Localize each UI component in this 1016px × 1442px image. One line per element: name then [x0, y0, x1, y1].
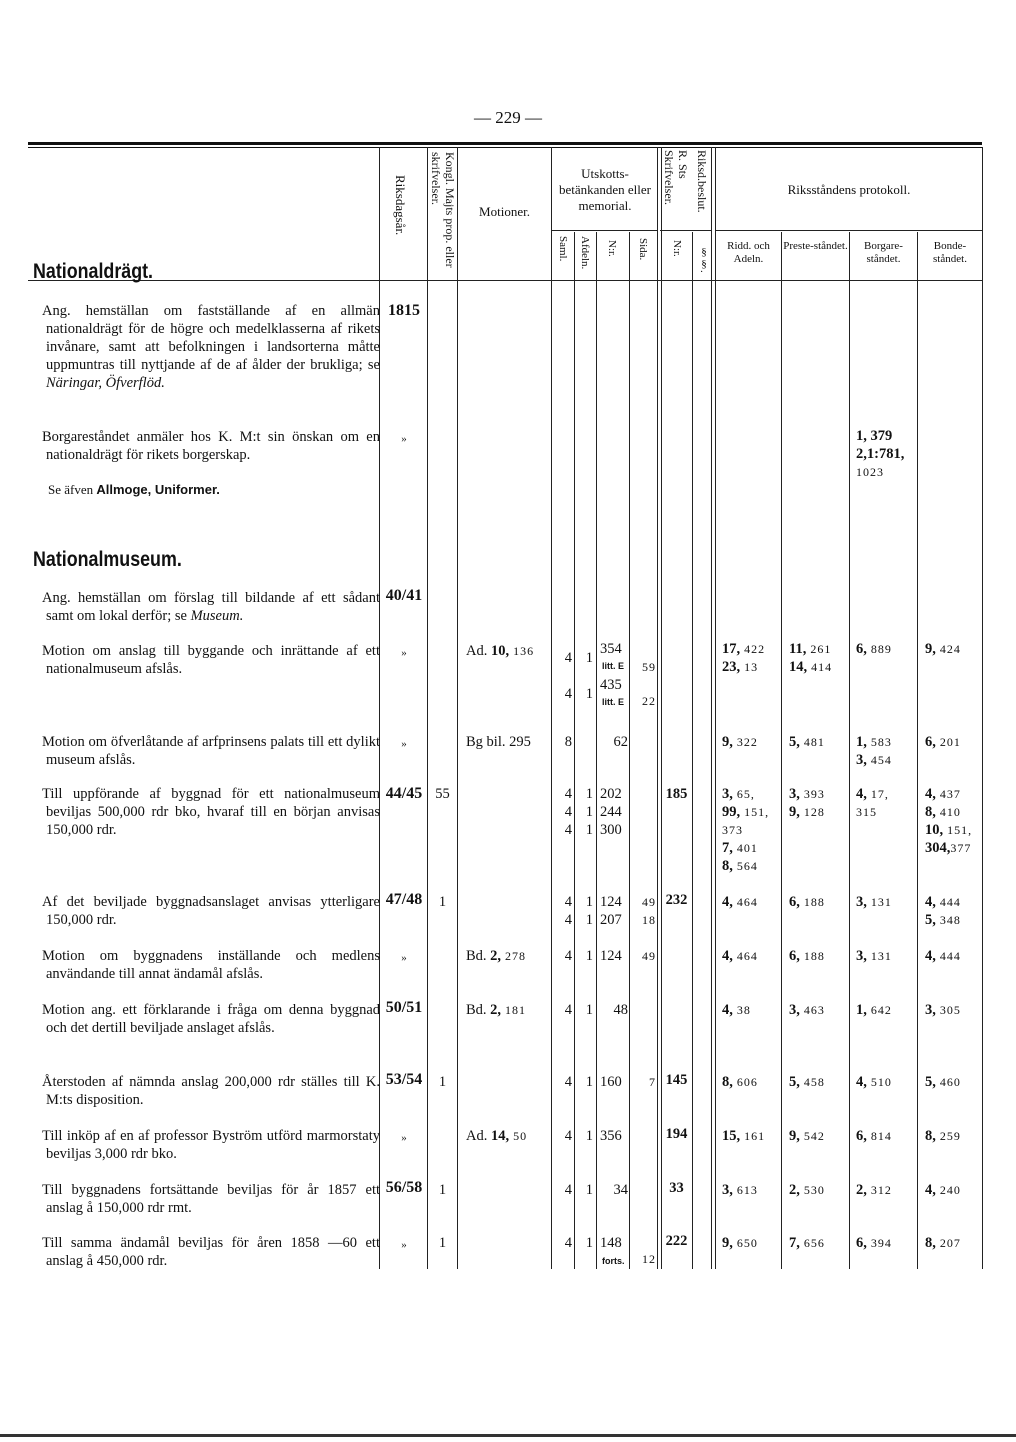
rsts-cell: 33	[669, 1180, 684, 1196]
entry-text: Till uppförande af byggnad för ett nationalmuseum beviljas 500,000 rdr bko, hvaraf till en början anvisas 150,000 rdr.	[42, 786, 380, 838]
borgare-cell: 3, 131	[856, 948, 892, 964]
section-title-nationaldragt: Nationaldrägt.	[33, 260, 154, 283]
rsts-cell: 185	[665, 786, 688, 802]
rsts-subheader-rule	[660, 230, 712, 231]
section-title-nationalmuseum: Nationalmuseum.	[33, 548, 182, 571]
nr-sub-cell: forts.	[602, 1256, 625, 1266]
nr-cell: 160	[600, 1074, 622, 1090]
nr-cell: 202 244 300	[600, 786, 622, 838]
bonde-cell: 3, 305	[925, 1002, 961, 1018]
bonde-cell: 6, 201	[925, 734, 961, 750]
col-rule	[982, 147, 983, 1269]
saml-cell: 4	[564, 948, 572, 964]
entry-text: Till inköp af en af professor Byström utförd marmorstaty beviljas 3,000 rdr bko.	[42, 1128, 380, 1162]
nr-cell: 34	[613, 1182, 628, 1198]
kongl-cell: 55	[435, 786, 450, 802]
sida-cell: 59	[642, 660, 656, 674]
ridd-cell: 9, 322	[722, 734, 758, 750]
entry-text: Motion om byggnadens inställande och medlens användande till annat ändamål afslås.	[42, 948, 380, 982]
preste-cell: 7, 656	[789, 1235, 825, 1251]
header-afdeln: Afdeln.	[579, 236, 591, 270]
header-ss: §§.	[698, 246, 710, 273]
riksdagsar-cell: »	[401, 952, 407, 964]
afd-cell: 1	[585, 1235, 593, 1251]
header-preste: Preste-ståndet.	[783, 240, 848, 252]
borgare-cell: 2, 312	[856, 1182, 892, 1198]
sida-cell: 49 18	[642, 895, 656, 927]
riksdagsar-cell: 44/45	[385, 785, 423, 802]
bonde-cell: 8, 207	[925, 1235, 961, 1251]
col-rule	[574, 232, 575, 1269]
entry-text-ref: Näringar, Öfverflöd.	[46, 375, 165, 391]
motion-cell: Bg bil. 295	[466, 734, 531, 750]
header-bonde: Bonde-ståndet.	[933, 240, 967, 265]
borgare-cell: 6, 394	[856, 1235, 892, 1251]
nr-sub-cell: litt. E	[602, 697, 624, 707]
nr-cell: 48	[613, 1002, 628, 1018]
entry-text	[42, 589, 380, 625]
bonde-cell: 5, 460	[925, 1074, 961, 1090]
preste-cell: 9, 542	[789, 1128, 825, 1144]
ridd-cell: 4, 464	[722, 948, 758, 964]
afd-cell: 1	[585, 948, 593, 964]
saml-cell: 4	[564, 1074, 572, 1090]
ridd-cell: 3, 65, 99, 151, 373 7, 401 8, 564	[722, 786, 770, 874]
bonde-cell: 8, 259	[925, 1128, 961, 1144]
nr-cell: 354	[600, 641, 622, 657]
bonde-cell: 4, 444 5, 348	[925, 894, 961, 928]
motion-cell: Ad. 10, 136	[466, 643, 535, 659]
utskotts-subheader-rule	[552, 230, 658, 231]
header-borgare: Borgare-ståndet.	[864, 240, 903, 265]
top-rule-thin	[28, 147, 982, 148]
nr-sub-cell: litt. E	[602, 661, 624, 671]
nr-cell: 148	[600, 1235, 622, 1251]
entry-text-main: Ang. hemställan om fastställande af en allmän nationaldrägt för de högre och medelklasserna af rikets invånare, samt att befolkningen i landsorterna måtte uppmuntras till nyttjande af de af ålder der brukliga; se	[42, 303, 380, 373]
riksdagsar-cell: »	[401, 1239, 407, 1251]
borgare-cell: 4, 17, 315	[856, 786, 889, 819]
see-also	[48, 482, 220, 498]
afd-cell: 1	[585, 1074, 593, 1090]
ridd-cell: 4, 464	[722, 894, 758, 910]
entry-text	[42, 302, 380, 392]
nr-cell: 356	[600, 1128, 622, 1144]
afd-cell: 1 1 1	[585, 786, 593, 838]
afd-cell: 1	[585, 1002, 593, 1018]
col-rule-double	[657, 147, 662, 1269]
borgare-cell: 6, 889	[856, 641, 892, 657]
header-sida: Sida.	[637, 238, 649, 261]
header-utskotts: Utskotts-betänkanden eller memorial.	[558, 166, 652, 213]
riksdagsar-cell: 50/51	[385, 999, 423, 1016]
afd-cell: 1	[585, 1182, 593, 1198]
header-rsts: R. Sts Skrifvelser.	[662, 150, 690, 205]
saml-cell: 4	[564, 1182, 572, 1198]
scan-edge	[0, 1434, 1016, 1437]
sida-cell: 12	[642, 1252, 656, 1266]
ridd-cell: 3, 613	[722, 1182, 758, 1198]
preste-cell: 3, 463	[789, 1002, 825, 1018]
riksdagsar-cell: 53/54	[385, 1071, 423, 1088]
riksdagsar-cell: »	[401, 433, 407, 445]
header-nr: N:r.	[606, 240, 618, 257]
preste-cell: 6, 188	[789, 894, 825, 910]
saml-cell: 4 4	[564, 650, 572, 702]
col-rule	[917, 232, 918, 1269]
ridd-cell: 9, 650	[722, 1235, 758, 1251]
preste-cell: 6, 188	[789, 948, 825, 964]
header-saml: Saml.	[557, 236, 569, 262]
kongl-cell: 1	[438, 1182, 447, 1198]
motion-cell: Bd. 2, 278	[466, 948, 527, 964]
rsts-cell: 194	[665, 1126, 688, 1142]
entry-text: Motion ang. ett förklarande i fråga om denna byggnad och det dertill beviljade anslaget afslås.	[42, 1002, 380, 1036]
saml-cell: 4	[564, 1002, 572, 1018]
entry-text: Motion om öfverlåtande af arfprinsens palats till ett dylikt museum afslås.	[42, 734, 380, 768]
entry-text-ref: Museum.	[190, 608, 244, 624]
header-riksdagsar: Riksdagsår.	[393, 175, 408, 236]
borgare-cell: 2,1:781,	[856, 446, 905, 462]
riksdagsar-cell: 40/41	[385, 587, 423, 604]
afd-cell: 1 1	[585, 894, 593, 928]
entry-text: Till samma ändamål beviljas för åren 1858 —60 ett anslag å 450,000 rdr.	[42, 1235, 380, 1269]
col-rule	[427, 147, 428, 1269]
riksdagsar-cell: 56/58	[385, 1179, 423, 1196]
borgare-cell: 1, 583 3, 454	[856, 734, 892, 768]
sida-cell: 22	[642, 694, 656, 708]
bonde-cell: 4, 240	[925, 1182, 961, 1198]
entry-text: Borgareståndet anmäler hos K. M:t sin önskan om en nationaldrägt för rikets borgerskap.	[42, 429, 380, 463]
borgare-cell: 3, 131	[856, 894, 892, 910]
riksdagsar-cell: »	[401, 738, 407, 750]
kongl-cell: 1	[438, 1235, 447, 1251]
riksdagsar-cell: »	[401, 647, 407, 659]
riksdagsar-cell: 47/48	[385, 891, 423, 908]
motion-cell: Ad. 14, 50	[466, 1128, 528, 1144]
see-also-prefix: Se äfven	[48, 482, 97, 497]
borgare-cell: 1023	[856, 465, 884, 479]
afd-cell: 1 1	[585, 650, 593, 702]
preste-cell: 11, 261 14, 414	[789, 641, 833, 675]
col-rule	[849, 232, 850, 1269]
motion-cell: Bd. 2, 181	[466, 1002, 527, 1018]
nr-cell: 435	[600, 677, 622, 693]
col-rule-double	[711, 147, 716, 1269]
ridd-cell: 4, 38	[722, 1002, 751, 1018]
bonde-cell: 9, 424	[925, 641, 961, 657]
preste-cell: 5, 458	[789, 1074, 825, 1090]
header-motioner: Motioner.	[479, 204, 530, 219]
kongl-cell: 1	[438, 1074, 447, 1090]
header-riksd-beslut: Riksd.beslut.	[695, 150, 709, 213]
header-bottom-rule	[28, 280, 982, 281]
nr-cell: 62	[613, 734, 628, 750]
entry-text-main: Ang. hemställan om förslag till bildande af ett sådant samt om lokal derför; se	[42, 590, 380, 624]
bonde-cell: 4, 444	[925, 948, 961, 964]
bonde-cell: 4, 437 8, 410 10, 151, 304,377	[925, 786, 973, 856]
borgare-cell: 1, 642	[856, 1002, 892, 1018]
rsts-cell: 145	[665, 1072, 688, 1088]
ridd-cell: 17, 422 23, 13	[722, 641, 766, 675]
kongl-cell: 1	[438, 894, 447, 910]
preste-cell: 2, 530	[789, 1182, 825, 1198]
saml-cell: 4	[564, 1128, 572, 1144]
entry-text: Återstoden af nämnda anslag 200,000 rdr ställes till K. M:ts disposition.	[42, 1074, 380, 1108]
entry-text: Till byggnadens fortsättande beviljas för år 1857 ett anslag å 150,000 rdr rmt.	[42, 1182, 380, 1216]
see-also-refs: Allmoge, Uniformer.	[96, 482, 220, 497]
col-rule	[596, 232, 597, 1269]
preste-cell: 3, 393 9, 128	[789, 786, 825, 820]
header-rsts-nr: N:r.	[671, 240, 683, 257]
header-riksstandens: Riksståndens protokoll.	[787, 182, 911, 197]
rsts-cell: 232	[665, 892, 688, 908]
col-rule	[551, 147, 552, 1269]
entry-text: Motion om anslag till byggande och inrättande af ett nationalmuseum afslås.	[42, 643, 380, 677]
saml-cell: 4	[564, 1235, 572, 1251]
riksdagsar-cell: »	[401, 1132, 407, 1144]
rsts-cell: 222	[665, 1233, 688, 1249]
sida-cell: 49	[642, 949, 656, 963]
saml-cell: 4 4	[564, 894, 572, 928]
entry-text: Af det beviljade byggnadsanslaget anvisas ytterligare 150,000 rdr.	[42, 894, 380, 928]
top-rule	[28, 142, 982, 145]
riksdagsar-cell: 1815	[388, 302, 420, 319]
borgare-cell: 4, 510	[856, 1074, 892, 1090]
afd-cell: 1	[585, 1128, 593, 1144]
header-kongl: Kongl. Majts prop. eller skrifvelser.	[429, 152, 457, 268]
saml-cell: 8	[564, 734, 572, 750]
col-rule	[629, 232, 630, 1269]
saml-cell: 4 4 4	[564, 786, 572, 838]
nr-cell: 124	[600, 948, 622, 964]
header-ridd: Ridd. och Adeln.	[727, 240, 770, 265]
col-rule	[457, 147, 458, 1269]
col-rule	[692, 232, 693, 1269]
ridd-cell: 8, 606	[722, 1074, 758, 1090]
sida-cell: 7	[649, 1075, 656, 1089]
nr-cell: 124 207	[600, 894, 622, 928]
borgare-cell: 6, 814	[856, 1128, 892, 1144]
page-number: — 229 —	[474, 108, 542, 127]
ridd-cell: 15, 161	[722, 1128, 766, 1144]
borgare-cell: 1, 379	[856, 428, 893, 444]
col-rule	[781, 232, 782, 1269]
preste-cell: 5, 481	[789, 734, 825, 750]
protokoll-subheader-rule	[716, 230, 982, 231]
